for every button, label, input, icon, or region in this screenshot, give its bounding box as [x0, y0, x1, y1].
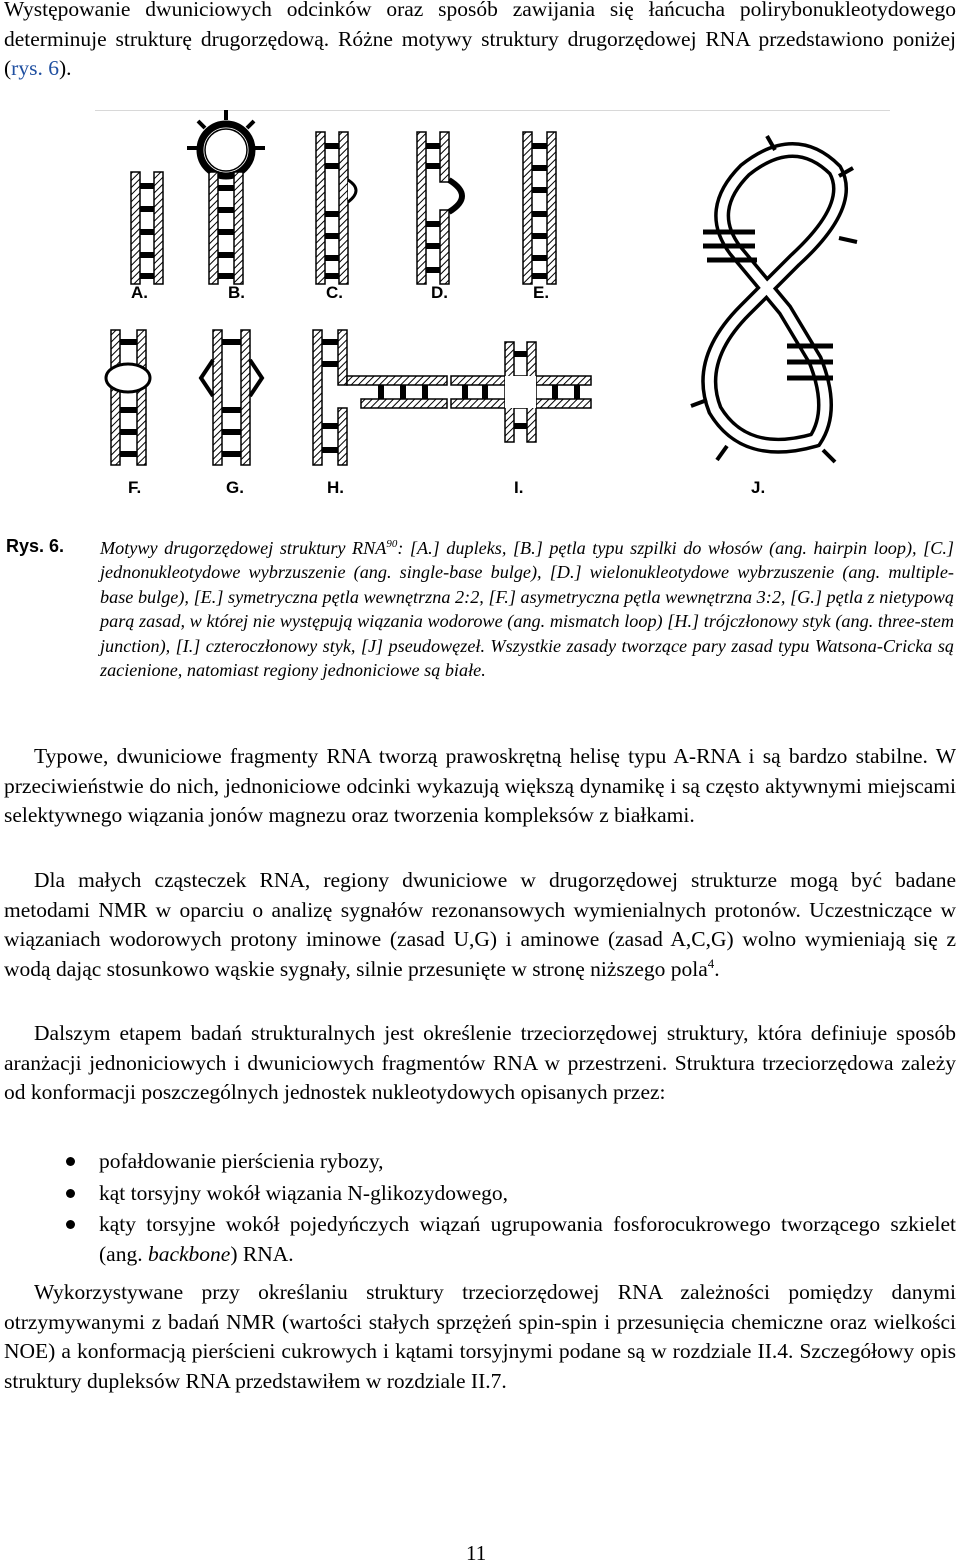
- paragraph-4: Wykorzystywane przy określaniu struktury trzeciorzędowej RNA zależności pomiędzy danymi otrzymywanymi z badań NMR (wartości stałych sprzężeń spin-spin i przesunięcia chemiczne oraz wielkości NOE) a konformacją pierścieni cukrowych i kątami torsyjnymi podane są w rozdziale II.4. Szczegółowy opis struktury dupleksów RNA przedstawiłem w rozdziale II.7.: [4, 1280, 956, 1393]
- list-item: kąty torsyjne wokół pojedyńczych wiązań ugrupowania fosforocukrowego tworzącego szkielet (ang. backbone) RNA.: [0, 1210, 956, 1269]
- intro-paragraph: Występowanie dwuniciowych odcinków oraz sposób zawijania się łańcucha polirybonukleotydowego determinuje strukturę drugorzędową. Różne motywy struktury drugorzędowej RNA przedstawiono poniżej (rys. 6).: [4, 0, 956, 81]
- figure-reference-link[interactable]: rys. 6: [11, 56, 59, 81]
- figure-label-f: F.: [128, 478, 142, 497]
- motif-h-three-stem-junction: [313, 330, 447, 465]
- bullet-list: [0, 1147, 956, 1271]
- page-number: 11: [466, 1541, 487, 1565]
- figure-label-a: A.: [131, 283, 148, 302]
- figure-label-b: B.: [228, 283, 245, 302]
- bullet-icon: [66, 1189, 75, 1198]
- bullet-icon: [66, 1220, 75, 1229]
- rna-motifs-figure: [95, 110, 895, 515]
- figure-label-g: G.: [226, 478, 244, 497]
- motif-a-duplex: [131, 172, 163, 284]
- motif-e-internal-loop: [523, 132, 556, 284]
- list-item: kąt torsyjny wokół wiązania N-glikozydowego,: [0, 1179, 956, 1209]
- motif-f-asymmetric-loop: [106, 330, 150, 465]
- figure-label-c: C.: [326, 283, 343, 302]
- motif-j-pseudoknot: [691, 136, 857, 462]
- figure-caption-label: Rys. 6.: [6, 536, 65, 556]
- figure-label-i: I.: [514, 478, 524, 497]
- motif-b-hairpin: [187, 110, 265, 284]
- figure-label-d: D.: [431, 283, 448, 302]
- bullet-icon: [66, 1157, 75, 1166]
- figure-caption: Motywy drugorzędowej struktury RNA$^{90}$: [A.] dupleks, [B.] pętla typu szpilki do włosów (ang. hairpin loop), [C.] jednonukleotydowe wybrzuszenie (ang. single-base bulge), [D.] wielonukleotydowe wybrzuszenie (ang. multiple-base bulge), [E.] symetryczna pętla wewnętrzna 2:2, [F.] asymetryczna pętla wewnętrzna 3:2, [G.] pętla z nietypową parą zasad, w której nie występują wiązania wodorowe (ang. mismatch loop) [H.] trójczłonowy styk (ang. three-stem junction), [I.] czteroczłonowy styk, [J] pseudowęzeł. Wszystkie zasady tworzące pary zasad typu Watsona-Cricka są zacienione, natomiast regiony jednoniciowe są białe.: [100, 537, 954, 681]
- paragraph-2: Dla małych cząsteczek RNA, regiony dwuniciowe w drugorzędowej strukturze mogą być badane metodami NMR w oparciu o analizę sygnałów rezonansowych wymienialnych protonów. Uczestniczące w wiązaniach wodorowych protony iminowe (zasad U,G) i aminowe (zasad A,C,G) wolno wymieniają się z wodą dając stosunkowo wąskie sygnały, silnie przesunięte w stronę niższego pola$^4$.: [4, 868, 956, 981]
- motif-c-single-bulge: [316, 132, 356, 284]
- motif-i-four-stem-junction: [451, 342, 591, 442]
- figure-label-e: E.: [533, 283, 550, 302]
- motif-g-mismatch-loop: [201, 330, 262, 465]
- figure-label-j: J.: [751, 478, 766, 497]
- motif-d-multi-bulge: [417, 132, 462, 284]
- figure-label-h: H.: [327, 478, 344, 497]
- paragraph-1: Typowe, dwuniciowe fragmenty RNA tworzą prawoskrętną helisę typu A-RNA i są bardzo stabilne. W przeciwieństwie do nich, jednoniciowe odcinki wykazują większą dynamikę i są często aktywnymi miejscami selektywnego wiązania jonów magnezu oraz tworzenia kompleksów z białkami.: [4, 744, 956, 828]
- list-item: pofałdowanie pierścienia rybozy,: [0, 1147, 956, 1177]
- paragraph-3: Dalszym etapem badań strukturalnych jest określenie trzeciorzędowej struktury, która definiuje sposób aranżacji jednoniciowych i dwuniciowych fragmentów RNA w przestrzeni. Struktura trzeciorzędowa zależy od konformacji poszczególnych jednostek nukleotydowych opisanych przez:: [4, 1021, 956, 1105]
